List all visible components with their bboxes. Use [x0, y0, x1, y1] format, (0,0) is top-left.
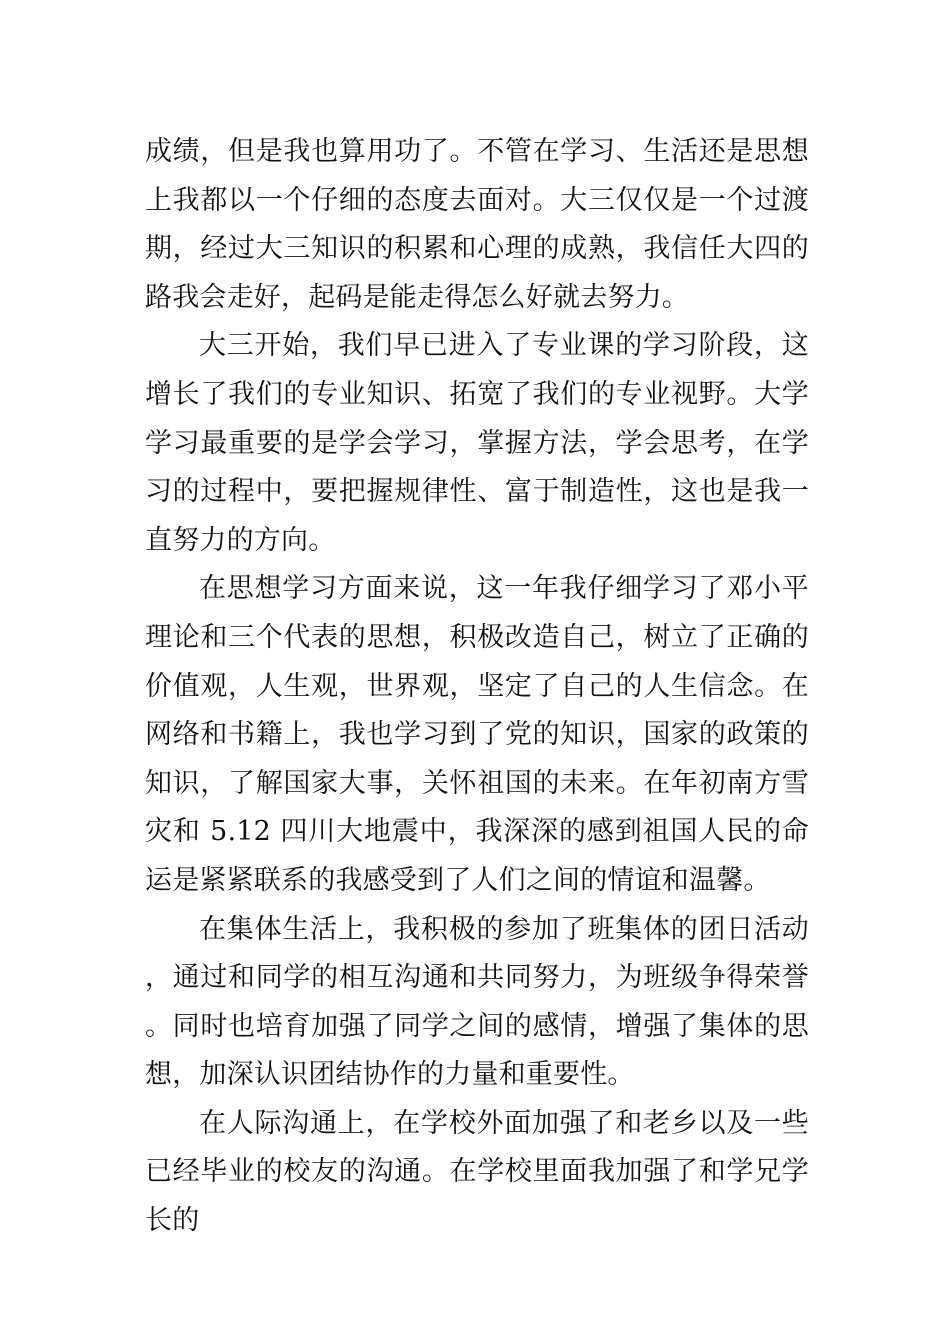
paragraph-ideological-study: 在思想学习方面来说，这一年我仔细学习了邓小平理论和三个代表的思想，积极改造自己，树立了正确的价值观，人生观，世界观，坚定了自己的人生信念。在网络和书籍上，我也学习到了党的知识，国家的政策的知识，了解国家大事，关怀祖国的未来。在年初南方雪灾和 5.12 四川大地震中，我深深的感到祖国人民的命运是紧紧联系的我感受到了人们之间的情谊和温馨。 [145, 573, 809, 896]
paragraph-junior-year-study: 大三开始，我们早已进入了专业课的学习阶段，这增长了我们的专业知识、拓宽了我们的专业视野。大学学习最重要的是学会学习，掌握方法，学会思考，在学习的过程中，要把握规律性、富于制造性，这也是我一直努力的方向。 [145, 330, 809, 556]
paragraph-interpersonal-communication: 在人际沟通上，在学校外面加强了和老乡以及一些已经毕业的校友的沟通。在学校里面我加强了和学兄学长的 [145, 1107, 809, 1237]
paragraph-collective-life: 在集体生活上，我积极的参加了班集体的团日活动，通过和同学的相互沟通和共同努力，为班级争得荣誉。同时也培育加强了同学之间的感情，增强了集体的思想，加深认识团结协作的力量和重要性。 [145, 913, 809, 1091]
paragraph-continuation: 成绩，但是我也算用功了。不管在学习、生活还是思想上我都以一个仔细的态度去面对。大三仅仅是一个过渡期，经过大三知识的积累和心理的成熟，我信任大四的路我会走好，起码是能走得怎么好就去努力。 [145, 136, 809, 313]
document-body [145, 128, 809, 1246]
